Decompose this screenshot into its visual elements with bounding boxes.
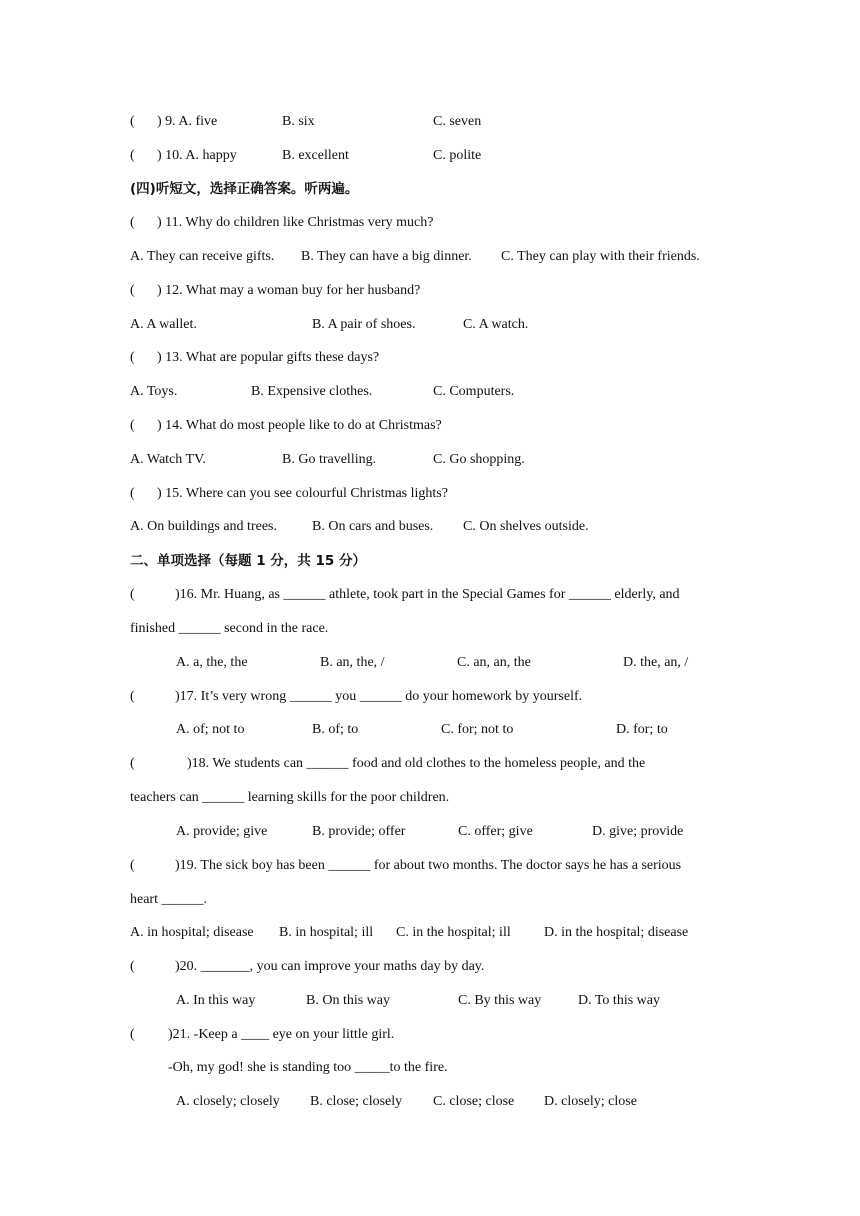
option-b: B. Expensive clothes. — [251, 384, 373, 399]
option-c: C. By this way — [458, 993, 542, 1008]
question-19-stem-continued: heart ______. — [130, 892, 207, 907]
option-c: C. A watch. — [463, 317, 529, 332]
option-c: C. On shelves outside. — [463, 519, 589, 534]
question-stem: )17. It’s very wrong ______ you ______ do your homework by yourself. — [175, 689, 583, 704]
section-4-title: (四)听短文，选择正确答案。听两遍。 — [130, 181, 359, 197]
question-stem: )20. _______, you can improve your maths day by day. — [175, 959, 485, 974]
option-b: B. On this way — [306, 993, 390, 1008]
question-stem: ) 14. What do most people like to do at Christmas? — [157, 418, 442, 433]
option-a: A. Watch TV. — [130, 452, 206, 467]
question-18-stem-continued: teachers can ______ learning skills for the poor children. — [130, 790, 450, 805]
answer-paren: ( — [130, 215, 135, 230]
option-a: A. A wallet. — [130, 317, 197, 332]
answer-paren: ( — [130, 486, 135, 501]
option-c: C. for; not to — [441, 722, 514, 737]
option-c: C. polite — [433, 148, 482, 163]
answer-paren: ( — [130, 959, 135, 974]
option-a: A. in hospital; disease — [130, 925, 254, 940]
question-16-stem-continued: finished ______ second in the race. — [130, 621, 329, 636]
option-b: B. six — [282, 114, 315, 129]
option-b: B. A pair of shoes. — [312, 317, 416, 332]
question-stem: )18. We students can ______ food and old clothes to the homeless people, and the — [187, 756, 646, 771]
option-c: C. offer; give — [458, 824, 533, 839]
option-c: C. Computers. — [433, 384, 515, 399]
question-stem: ) 9. A. five — [157, 114, 218, 129]
question-stem: ) 13. What are popular gifts these days? — [157, 350, 380, 365]
option-b: B. excellent — [282, 148, 349, 163]
answer-paren: ( — [130, 587, 135, 602]
option-a: A. closely; closely — [176, 1094, 280, 1109]
question-stem: )19. The sick boy has been ______ for about two months. The doctor says he has a serious — [175, 858, 682, 873]
answer-paren: ( — [130, 114, 135, 129]
question-stem: ) 12. What may a woman buy for her husband? — [157, 283, 421, 298]
option-b: B. an, the, / — [320, 655, 385, 670]
question-21-reply: -Oh, my god! she is standing too _____to the fire. — [168, 1060, 448, 1075]
option-a: A. of; not to — [176, 722, 245, 737]
option-b: B. On cars and buses. — [312, 519, 434, 534]
section-2-title: 二、单项选择（每题 1 分，共 15 分） — [130, 553, 366, 569]
option-a: A. Toys. — [130, 384, 178, 399]
option-d: D. the, an, / — [623, 655, 689, 670]
option-d: D. To this way — [578, 993, 660, 1008]
question-stem: ) 15. Where can you see colourful Christmas lights? — [157, 486, 448, 501]
answer-paren: ( — [130, 689, 135, 704]
option-c: C. an, an, the — [457, 655, 531, 670]
option-b: B. in hospital; ill — [279, 925, 374, 940]
question-stem: ) 11. Why do children like Christmas very much? — [157, 215, 434, 230]
option-c: C. seven — [433, 114, 482, 129]
option-a: A. On buildings and trees. — [130, 519, 277, 534]
option-a: A. provide; give — [176, 824, 268, 839]
option-d: D. for; to — [616, 722, 668, 737]
answer-paren: ( — [130, 756, 135, 771]
answer-paren: ( — [130, 283, 135, 298]
option-d: D. in the hospital; disease — [544, 925, 689, 940]
option-a: A. They can receive gifts. — [130, 249, 275, 264]
question-stem: )16. Mr. Huang, as ______ athlete, took part in the Special Games for ______ elderly, and — [175, 587, 680, 602]
option-a: A. a, the, the — [176, 655, 248, 670]
answer-paren: ( — [130, 350, 135, 365]
option-c: C. in the hospital; ill — [396, 925, 511, 940]
option-b: B. They can have a big dinner. — [301, 249, 472, 264]
option-b: B. of; to — [312, 722, 359, 737]
option-d: D. give; provide — [592, 824, 684, 839]
question-stem: ) 10. A. happy — [157, 148, 237, 163]
answer-paren: ( — [130, 418, 135, 433]
option-b: B. provide; offer — [312, 824, 406, 839]
option-c: C. They can play with their friends. — [501, 249, 700, 264]
option-d: D. closely; close — [544, 1094, 637, 1109]
question-stem: )21. -Keep a ____ eye on your little girl. — [168, 1027, 395, 1042]
option-b: B. Go travelling. — [282, 452, 377, 467]
option-c: C. Go shopping. — [433, 452, 525, 467]
answer-paren: ( — [130, 1027, 135, 1042]
option-c: C. close; close — [433, 1094, 515, 1109]
option-a: A. In this way — [176, 993, 256, 1008]
answer-paren: ( — [130, 148, 135, 163]
option-b: B. close; closely — [310, 1094, 403, 1109]
answer-paren: ( — [130, 858, 135, 873]
